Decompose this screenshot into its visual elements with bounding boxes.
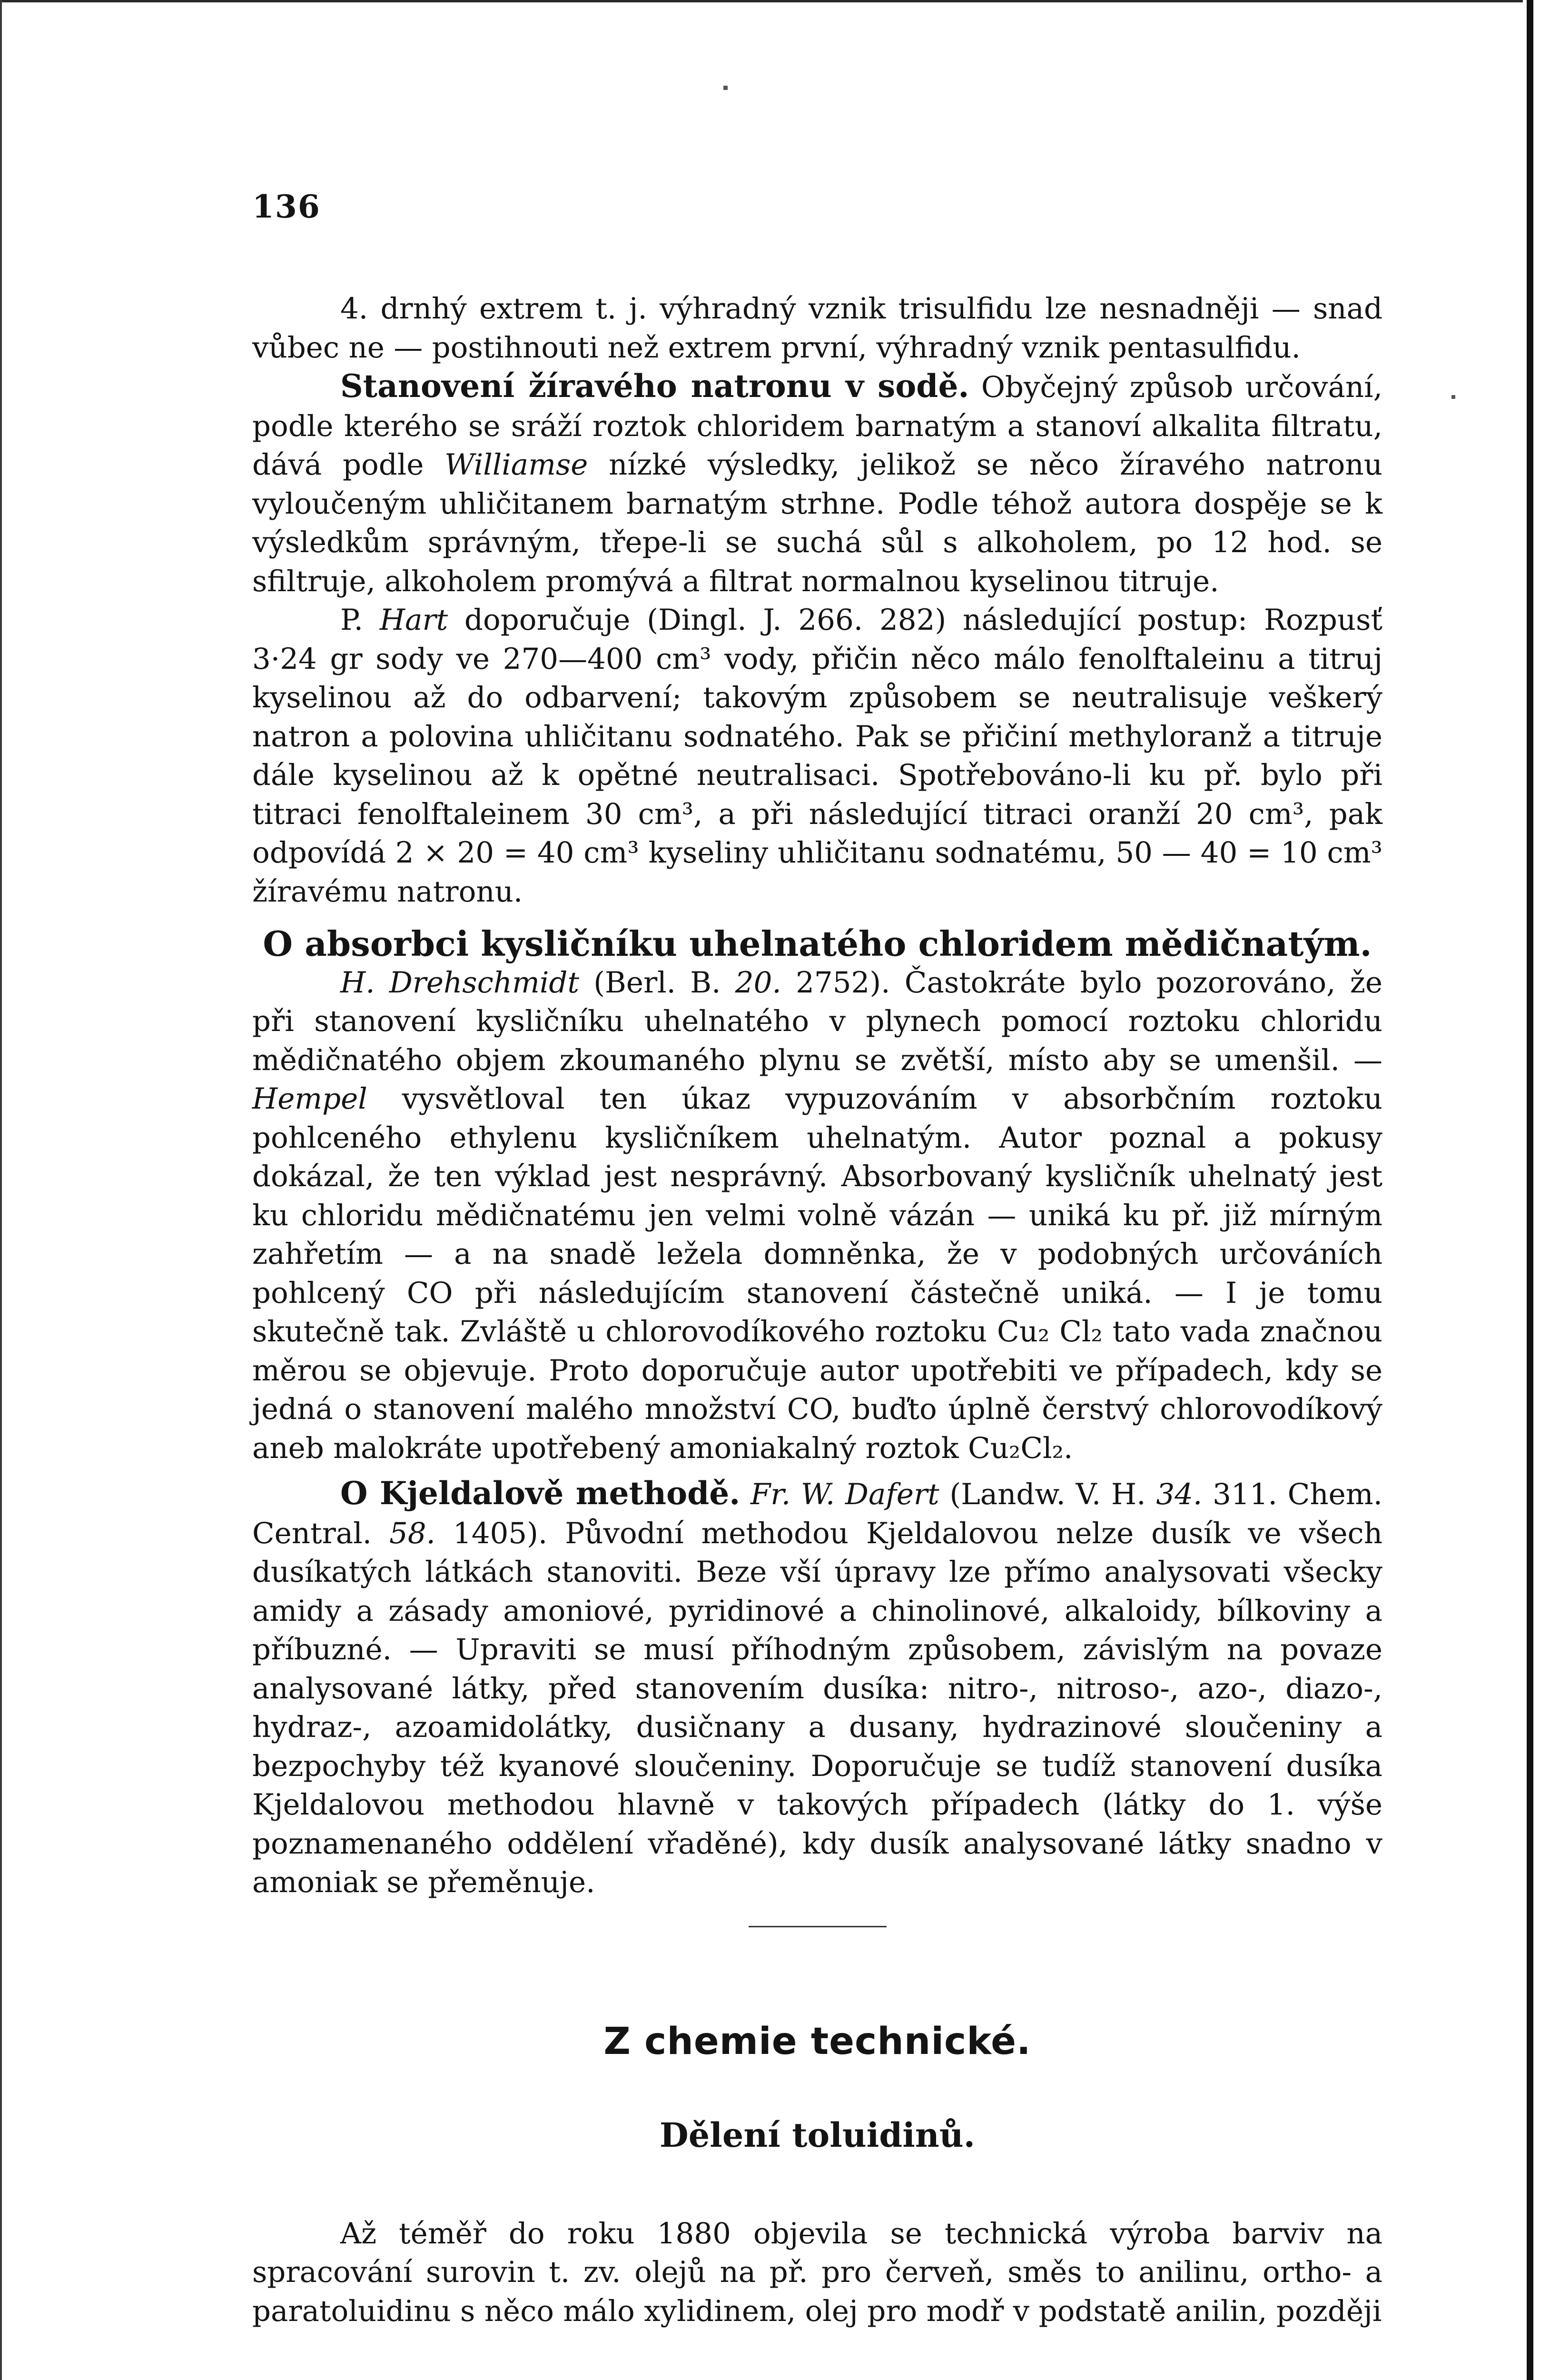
page-content	[252, 188, 1382, 2330]
article-text: 2752). Častokráte bylo pozorováno, že při stanovení kysličníku uhelnatého v plynech pomocí roztoku chloridu mědičnatého objem zkoumaného plynu se zvětší, místo aby se umenšil. —	[252, 965, 1382, 1077]
article-co	[252, 963, 1382, 1468]
article-text: 311. Chem. Central.	[252, 1478, 1382, 1550]
article-text: P.	[340, 603, 380, 637]
volume-number: 58.	[389, 1516, 435, 1550]
article-text: vysvětloval ten úkaz vypuzováním v absorbčním roztoku pohlceného ethylenu kysličníkem uhelnatým. Autor poznal a pokusy dokázal, že ten výklad jest nesprávný. Absorbovaný kysličník uhelnatý jest ku chloridu mědičnatému jen velmi volně vázán — uniká ku př. již mírným zahřetím — a na snadě ležela domněnka, že v podobných určováních pohlcený CO při následujícím stanovení částečně uniká. — I je tomu skutečně tak. Zvláště u chlorovodíkového roztoku Cu₂ Cl₂ tato vada značnou měrou se objevuje. Proto doporučuje autor upotřebiti ve případech, kdy se jedná o stanovení malého množství CO, buďto úplně čerstvý chlorovodíkový aneb malokráte upotřebený amoniakalný roztok Cu₂Cl₂.	[252, 1082, 1382, 1465]
author-name: Williamse	[444, 448, 588, 482]
article-text: Obyčejný způsob určování, podle kterého se sráží roztok chloridem barnatým a stanoví alkalita filtratu, dává podle	[252, 370, 1383, 482]
author-name: H. Drehschmidt	[340, 965, 579, 1000]
scan-border-right	[1527, 0, 1533, 2380]
subsection-title: Dělení toluidinů.	[659, 2115, 976, 2155]
volume-number: 20.	[735, 965, 781, 1000]
scan-speck	[1451, 395, 1455, 399]
paragraph-intro: 4. drnhý extrem t. j. výhradný vznik trisulfidu lze nesnadněji — snad vůbec ne — postihnouti než extrem první, výhradný vznik pentasulfidu.	[252, 292, 1382, 365]
article-text: nízké výsledky, jelikož se něco žíravého natronu vyloučeným uhličitanem barnatým strhne. Podle téhož autora dospěje se k výsledkům správným, třepe-li se suchá sůl s alkoholem, po 12 hod. se sfiltruje, alkoholem promývá a filtrat normalnou kyselinou titruje.	[252, 448, 1382, 598]
article-heading: O Kjeldalově methodě.	[340, 1475, 740, 1512]
page-number: 136	[252, 188, 321, 225]
author-name: Fr. W. Dafert	[750, 1478, 939, 1511]
scan-border-top	[0, 0, 1523, 2]
article-text: 1405). Původní methodou Kjeldalovou nelze dusík ve všech dusíkatých látkách stanoviti. Beze vší úpravy lze přímo analysovati všecky amidy a zásady amoniové, pyridinové a chinolinové, alkaloidy, bílkoviny a příbuzné. — Upraviti se musí příhodným způsobem, závislým na povaze analysované látky, před stanovením dusíka: nitro-, nitroso-, azo-, diazo-, hydraz-, azoamidolátky, dusičnany a dusany, hydrazinové sloučeniny a bezpochyby též kyanové sloučeniny. Doporučuje se tudíž stanovení dusíka Kjeldalovou methodou hlavně v takových případech (látky do 1. výše poznamenaného oddělení vřaděné), kdy dusík analysované látky snadno v amoniak se přeměnuje.	[252, 1516, 1383, 1899]
paragraph-toluidine: Až téměř do roku 1880 objevila se technická výroba barviv na spracování surovin t. zv. olejů na př. pro červeň, směs to anilinu, ortho- a paratoluidinu s něco málo xylidinem, olej pro modř v podstatě anilin, později	[252, 2216, 1382, 2328]
author-name: Hart	[379, 603, 448, 637]
article-heading-co: O absorbci kysličníku uhelnatého chloridem mědičnatým.	[263, 923, 1372, 964]
paragraph-hart	[252, 601, 1382, 911]
article-text: doporučuje (Dingl. J. 266. 282) následující postup: Rozpusť 3·24 gr sody ve 270—400 cm³ vody, přičin něco málo fenolftaleinu a titruj kyselinou až do odbarvení; takovým způsobem se neutralisuje veškerý natron a polovina uhličitanu sodnatého. Pak se přičiní methyloranž a titruje dále kyselinou až k opětné neutralisaci. Spotřebováno-li ku př. bylo při titraci fenolftaleinem 30 cm³, a při následující titraci oranží 20 cm³, pak odpovídá 2 × 20 = 40 cm³ kyseliny uhličitanu sodnatému, 50 — 40 = 10 cm³ žíravému natronu.	[252, 603, 1382, 909]
section-title: Z chemie technické.	[603, 2020, 1031, 2063]
section-divider	[749, 1926, 887, 1927]
scan-speck	[723, 86, 728, 90]
article-heading: Stanovení žíravého natronu v sodě.	[340, 367, 969, 405]
article-natron	[252, 367, 1382, 601]
author-name: Hempel	[252, 1082, 367, 1116]
article-text: (Berl. B.	[579, 965, 735, 1000]
article-kjeldahl	[252, 1474, 1382, 1902]
article-text: (Landw. V. H.	[939, 1478, 1156, 1511]
volume-number: 34.	[1156, 1478, 1203, 1511]
scan-border-left	[0, 0, 2, 2380]
